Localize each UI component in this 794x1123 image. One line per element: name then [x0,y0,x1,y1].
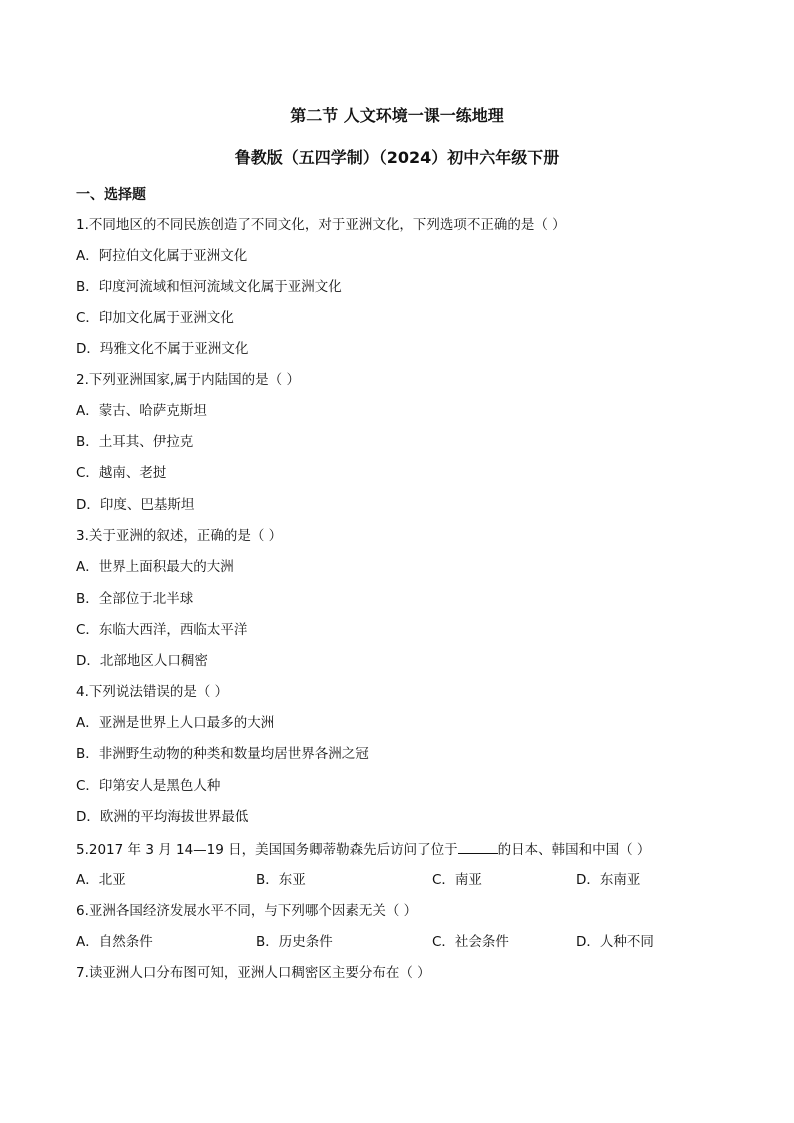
question-4-option-d: D．欧洲的平均海拔世界最低 [76,809,249,825]
question-5-stem-before: 5.2017 年 3 月 14—19 日，美国国务卿蒂勒森先后访问了位于 [76,842,458,858]
question-5-option-b: B．东亚 [256,872,306,888]
question-2-option-a: A．蒙古、哈萨克斯坦 [76,403,207,419]
question-5-stem [76,839,650,859]
question-1-option-a: A．阿拉伯文化属于亚洲文化 [76,248,248,264]
question-4-option-b: B．非洲野生动物的种类和数量均居世界各洲之冠 [76,746,369,762]
question-7-stem: 7.读亚洲人口分布图可知，亚洲人口稠密区主要分布在（ ） [76,965,431,981]
question-1-option-c: C．印加文化属于亚洲文化 [76,310,234,326]
document-title: 第二节 人文环境一课一练地理 [290,106,504,125]
answer-blank [458,839,498,854]
question-6-option-d: D．人种不同 [576,934,654,950]
question-1-stem: 1.不同地区的不同民族创造了不同文化，对于亚洲文化，下列选项不正确的是（ ） [76,217,566,233]
question-6-option-a: A．自然条件 [76,934,153,950]
question-6-option-c: C．社会条件 [432,934,509,950]
section-heading: 一、选择题 [76,187,146,203]
question-2-option-c: C．越南、老挝 [76,465,167,481]
question-6-option-b: B．历史条件 [256,934,333,950]
question-5-stem-after: 的日本、韩国和中国（ ） [497,842,651,858]
question-5-option-c: C．南亚 [432,872,482,888]
document-subtitle: 鲁教版（五四学制）（2024）初中六年级下册 [234,148,560,167]
question-4-option-c: C．印第安人是黑色人种 [76,778,221,794]
question-3-option-d: D．北部地区人口稠密 [76,653,208,669]
question-2-option-d: D．印度、巴基斯坦 [76,497,195,513]
question-3-option-b: B．全部位于北半球 [76,591,194,607]
question-5-option-a: A．北亚 [76,872,126,888]
question-2-stem: 2.下列亚洲国家,属于内陆国的是（ ） [76,372,300,388]
question-4-stem: 4.下列说法错误的是（ ） [76,684,229,700]
question-6-stem: 6.亚洲各国经济发展水平不同，与下列哪个因素无关（ ） [76,903,418,919]
question-3-stem: 3.关于亚洲的叙述，正确的是（ ） [76,528,283,544]
question-1-option-b: B．印度河流域和恒河流域文化属于亚洲文化 [76,279,342,295]
question-5-option-d: D．东南亚 [576,872,641,888]
question-3-option-c: C．东临大西洋，西临太平洋 [76,622,248,638]
question-2-option-b: B．土耳其、伊拉克 [76,434,194,450]
question-3-option-a: A．世界上面积最大的大洲 [76,559,234,575]
question-4-option-a: A．亚洲是世界上人口最多的大洲 [76,715,275,731]
question-1-option-d: D．玛雅文化不属于亚洲文化 [76,341,249,357]
